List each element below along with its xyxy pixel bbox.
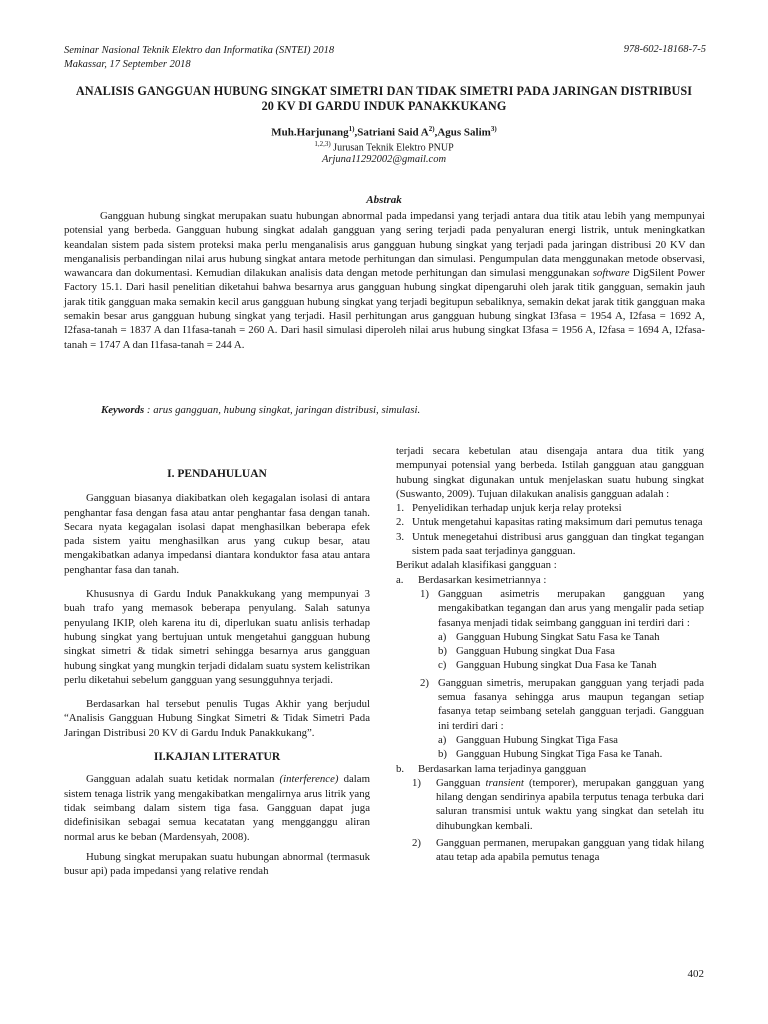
- paragraph: Berikut adalah klasifikasi gangguan :: [396, 559, 557, 572]
- list-item: [396, 644, 704, 658]
- list-text: Gangguan Hubung Singkat Satu Fasa ke Tanah: [456, 630, 660, 643]
- list-item: [396, 573, 704, 587]
- paragraph: Khususnya di Gardu Induk Panakkukang yang mempunyai 3 buah trafo yang memasok beberapa penyulang. Salah satunya penyulang IKIP, oleh karena itu di, diperlukan suatu anlisis terhadap hubung singkat yang bertujuan untuk mengetahui gangguan hubung singkat simetri & tidak simetri sehingga besarnya arus gangguan hubung singkat yang mungkin terjadi didalam suatu system kelistrikan perlu diketahui sebelum gangguan yang sesungguhnya terjadi.: [64, 588, 370, 686]
- right-column: [396, 444, 704, 865]
- list-text: Berdasarkan kesimetriannya :: [418, 573, 547, 586]
- list-letter: b.: [396, 762, 405, 775]
- list-item: [396, 658, 704, 672]
- list-letter: c): [438, 659, 447, 672]
- author-name: Muh.Harjunang: [271, 126, 349, 139]
- list-item: [396, 515, 704, 529]
- paragraph: [64, 772, 370, 843]
- paragraph: terjadi secara kebetulan atau disengaja antara dua titik yang mempunyai potensial yang berbeda. Istilah gangguan atau gangguan hubung singkat digunakan untuk menjelaskan suatu hubung singkat (Suswanto, 2009). Tujuan dilakukan analisis gangguan adalah :: [396, 445, 704, 500]
- list-number: 2): [420, 676, 429, 689]
- paragraph-text: dalam sistem tenaga listrik yang mengakibatkan mengalirnya arus litrik yang tidak seimbang dalam sistem tiga fasa. Gangguan dapat juga didefinisikan sebagai semua kecatatan yang mengganggu aliran normal arus ke beban (Mardensyah, 2008).: [64, 773, 370, 843]
- left-column: [64, 444, 370, 888]
- list-text: (temporer), merupakan gangguan yang hilang dengan sendirinya apabila terputus tenaga terbuka dari saluran transmisi untuk waktu yang singkat dan setelah itu dihubungkan kembali.: [436, 776, 704, 832]
- list-number: 2): [412, 837, 421, 850]
- section-heading: I. PENDAHULUAN: [167, 468, 267, 480]
- list-item: [396, 587, 704, 630]
- list-text: Gangguan Hubung Singkat Tiga Fasa ke Tanah.: [456, 748, 663, 761]
- list-number: 2.: [396, 516, 405, 529]
- author-mark: 2): [428, 125, 435, 133]
- list-number: 1): [420, 587, 429, 600]
- list-letter: a): [438, 733, 447, 746]
- list-text: Berdasarkan lama terjadinya gangguan: [418, 762, 587, 775]
- list-text: Gangguan Hubung singkat Dua Fasa ke Tanah: [456, 659, 657, 672]
- affiliation-mark: 1,2,3): [314, 140, 331, 148]
- paragraph-text: Gangguan adalah suatu ketidak normalan: [86, 773, 280, 786]
- list-number: 1): [412, 776, 421, 789]
- list-item: [396, 776, 704, 833]
- conference-name: Seminar Nasional Teknik Elektro dan Informatika (SNTEI) 2018: [64, 45, 335, 56]
- list-letter: a): [438, 630, 447, 643]
- list-item: [396, 733, 704, 747]
- page-number: 402: [687, 968, 704, 980]
- list-text: Penyelidikan terhadap unjuk kerja relay proteksi: [412, 502, 622, 515]
- isbn: 978-602-18168-7-5: [623, 44, 706, 55]
- paragraph-term: (interference): [279, 773, 339, 786]
- list-text: Gangguan permanen, merupakan gangguan yang tidak hilang atau tetap ada apabila pemutus tenaga: [436, 837, 704, 864]
- list-item: [396, 630, 704, 644]
- list-text: Gangguan simetris, merupakan gangguan yang terjadi pada semua fasanya sehingga arus maupun tegangan setiap fasanya tetap seimbang setelah gangguan terjadi. Gangguan ini terdiri dari :: [438, 676, 704, 732]
- paragraph: Gangguan biasanya diakibatkan oleh kegagalan isolasi di antara penghantar fasa dengan fasa atau antar penghantar fasa dengan tanah. Secara nyata kegagalan isolasi dapat menghasilkan beberapa efek pada sistem yaitu menghasilkan arus yang cukup besar, atau mengakibatkan adanya impedansi diantara konduktor fasa atau antara penghantar fasa dan tanah.: [64, 492, 370, 576]
- list-text: Gangguan Hubung Singkat Tiga Fasa: [456, 733, 618, 746]
- keywords-label: Keywords: [101, 404, 145, 416]
- list-letter: b): [438, 748, 447, 761]
- abstract-heading: Abstrak: [366, 194, 402, 206]
- keywords-text: : arus gangguan, hubung singkat, jaringan distribusi, simulasi.: [144, 404, 421, 416]
- list-item: [396, 501, 704, 515]
- paragraph: Berdasarkan hal tersebut penulis Tugas Akhir yang berjudul “Analisis Gangguan Hubung Singkat Simetri & Tidak Simetri Pada Jaringan Distribusi 20 KV di Gardu Induk Panakkukang”.: [64, 698, 370, 739]
- list-number: 1.: [396, 502, 405, 515]
- abstract-text: DigSilent Power Factory 15.1. Dari hasil penelitian diketahui bahwa besarnya arus gangguan hubung singkat dipengaruhi oleh jarak titik gangguan, semakin jauh jarak titik gangguan maka semakin kecil arus gangguan hubung singkat yang terjadi begitupun sebaliknya, semakin dekat jarak titik gangguan maka semakin besar arus gangguan hubung singkat yang terjadi. Hasil perhitungan arus gangguan hubung singkat I3fasa = 1954 A, I2fasa = 1692 A, I2fasa-tanah = 1837 A dan I1fasa-tanah = 260 A. Dari hasil simulasi diperoleh nilai arus hubung singkat I3fasa = 1956 A, I2fasa = 1694 A, I2fasa-tanah = 1747 A dan I1fasa-tanah = 244 A.: [64, 267, 705, 351]
- list-letter: a.: [396, 573, 404, 586]
- paragraph: Hubung singkat merupakan suatu hubungan abnormal (termasuk busur api) pada impedansi yang relative rendah: [64, 850, 370, 878]
- abstract-body: [64, 209, 705, 352]
- list-text: Untuk menegetahui distribusi arus gangguan dan tingkat tegangan sistem pada saat terjadinya gangguan.: [412, 530, 704, 558]
- list-letter: b): [438, 645, 447, 658]
- paper-title: ANALISIS GANGGUAN HUBUNG SINGKAT SIMETRI DAN TIDAK SIMETRI PADA JARINGAN DISTRIBUSI 20 KV DI GARDU INDUK PANAKKUKANG: [75, 84, 693, 113]
- author-mark: 3): [490, 125, 497, 133]
- list-item: [396, 836, 704, 865]
- author-name: ,Satriani Said A: [354, 126, 429, 139]
- abstract-text: Gangguan hubung singkat merupakan suatu hubungan abnormal pada impedansi yang terjadi antara dua titik atau lebih yang mempunyai potensial yang berbeda. Gangguan hubung singkat adalah gangguan yang sering terjadi pada penyaluran energi listrik, untuk meningkatkan keandalan sistem pada sistem proteksi maka perlu menganalisis arus gangguan hubung singkat yang terjadi pada jaringan distribusi 20 KV dan menganalisis perbandingan nilai arus hubung singkat antara metode perhitungan dan simulasi. Pengumpulan data menggunakan metode observasi, wawancara dan dokumentasi. Kemudian dilakukan analisis data dengan metode perhitungan dan simulasi menggunakan: [64, 210, 705, 280]
- list-item: [396, 762, 704, 776]
- list-text: Untuk mengetahui kapasitas rating maksimum dari pemutus tenaga: [412, 516, 703, 529]
- list-item: [396, 676, 704, 733]
- list-text: Gangguan: [436, 776, 486, 789]
- author-name: ,Agus Salim: [434, 126, 491, 139]
- list-number: 3.: [396, 530, 405, 543]
- author-list: [0, 125, 768, 139]
- abstract-software-term: software: [592, 267, 630, 280]
- list-item: [396, 747, 704, 761]
- author-email: Arjuna11292002@gmail.com: [321, 154, 447, 165]
- section-heading: II.KAJIAN LITERATUR: [153, 751, 281, 764]
- list-item: [396, 530, 704, 559]
- affiliation: [0, 138, 768, 154]
- list-term: transient: [485, 776, 524, 789]
- affiliation-text: Jurusan Teknik Elektro PNUP: [330, 142, 454, 154]
- conference-date: Makassar, 17 September 2018: [64, 59, 191, 70]
- running-header-left: [64, 44, 334, 72]
- author-mark: 1): [348, 125, 355, 133]
- list-text: Gangguan asimetris merupakan gangguan yang mengakibatkan tegangan dan arus yang mengalir pada setiap fasanya menjadi tidak seimbang gangguan ini terdiri dari :: [438, 587, 704, 629]
- list-text: Gangguan Hubung singkat Dua Fasa: [456, 645, 615, 658]
- keywords: [101, 404, 705, 416]
